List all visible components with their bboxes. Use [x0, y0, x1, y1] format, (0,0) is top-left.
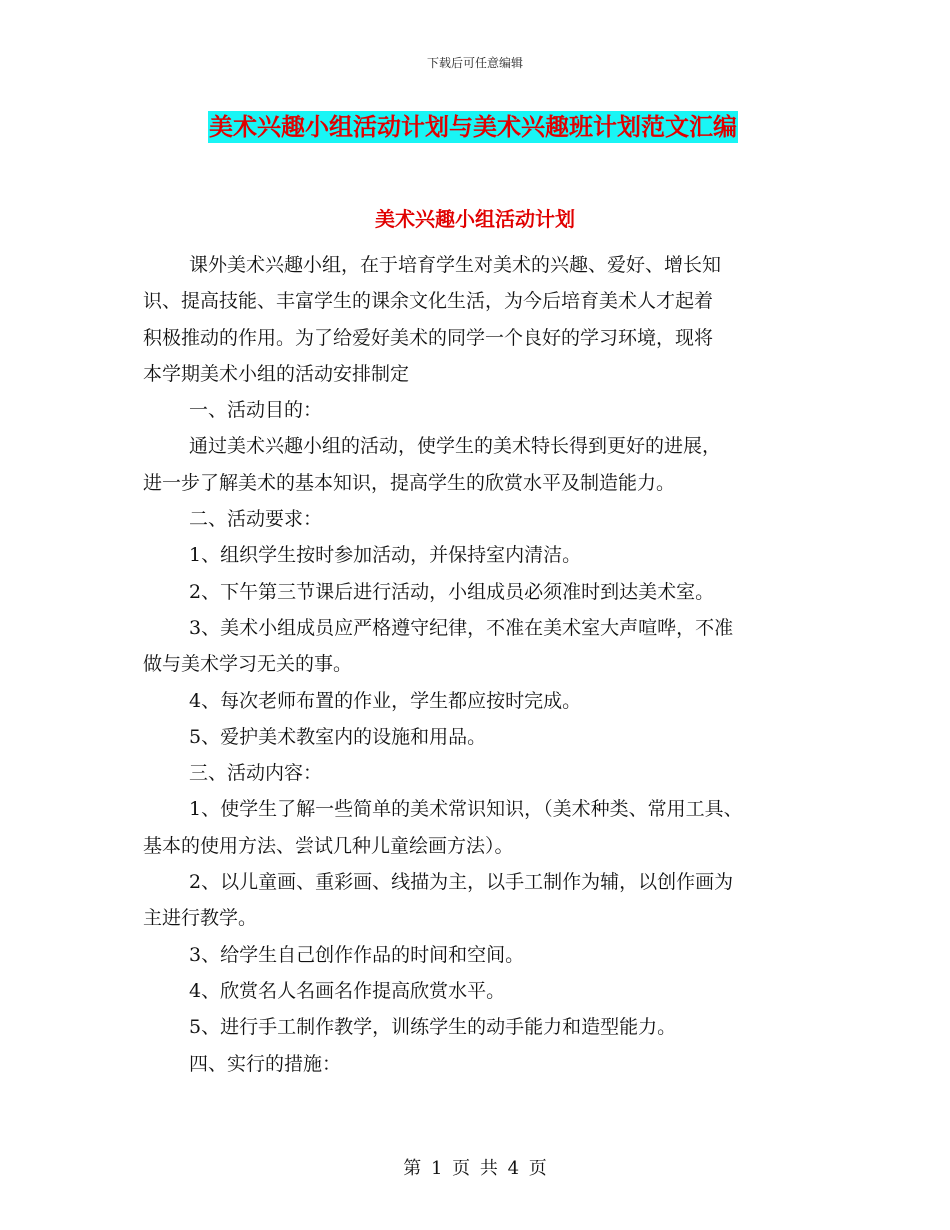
list-item: 3、美术小组成员应严格遵守纪律，不准在美术室大声喧哗，不准 — [189, 616, 734, 639]
heading-line: 四、实行的措施： — [189, 1052, 342, 1075]
header-note: 下载后可任意编辑 — [426, 56, 523, 70]
paragraph-line: 通过美术兴趣小组的活动，使学生的美术特长得到更好的进展， — [189, 435, 722, 458]
paragraph-line: 进一步了解美术的基本知识，提高学生的欣赏水平及制造能力。 — [143, 471, 676, 494]
section-title: 美术兴趣小组活动计划 — [375, 207, 575, 231]
list-item: 2、以儿童画、重彩画、线描为主，以手工制作为辅，以创作画为 — [189, 871, 734, 894]
heading-line: 三、活动内容： — [189, 762, 323, 785]
heading-line: 一、活动目的： — [189, 399, 323, 422]
heading-line: 二、活动要求： — [189, 508, 323, 531]
document-title: 美术兴趣小组活动计划与美术兴趣班计划范文汇编 — [209, 112, 737, 141]
page-number-footer: 第 1 页 共 4 页 — [403, 1158, 547, 1179]
paragraph-line: 课外美术兴趣小组，在于培育学生对美术的兴趣、爱好、增长知 — [189, 254, 722, 276]
list-item: 5、爱护美术教室内的设施和用品。 — [189, 725, 487, 748]
paragraph-line: 积极推动的作用。为了给爱好美术的同学一个良好的学习环境，现将 — [143, 326, 714, 349]
list-item: 5、进行手工制作教学，训练学生的动手能力和造型能力。 — [189, 1016, 677, 1039]
list-item-continuation: 基本的使用方法、尝试几种儿童绘画方法）。 — [143, 834, 514, 857]
list-item: 3、给学生自己创作作品的时间和空间。 — [189, 943, 525, 966]
body-text — [143, 247, 833, 1082]
paragraph-line: 本学期美术小组的活动安排制定 — [143, 362, 410, 385]
list-item-continuation: 做与美术学习无关的事。 — [143, 653, 353, 676]
list-item: 1、使学生了解一些简单的美术常识知识，（美术种类、常用工具、 — [189, 798, 743, 821]
paragraph-line: 识、提高技能、丰富学生的课余文化生活，为今后培育美术人才起着 — [143, 290, 714, 313]
list-item-continuation: 主进行教学。 — [143, 907, 258, 930]
list-item: 1、组织学生按时参加活动，并保持室内清洁。 — [189, 544, 582, 567]
list-item: 2、下午第三节课后进行活动，小组成员必须准时到达美术室。 — [189, 580, 715, 603]
list-item: 4、欣赏名人名画名作提高欣赏水平。 — [189, 979, 506, 1002]
list-item: 4、每次老师布置的作业，学生都应按时完成。 — [189, 689, 582, 712]
